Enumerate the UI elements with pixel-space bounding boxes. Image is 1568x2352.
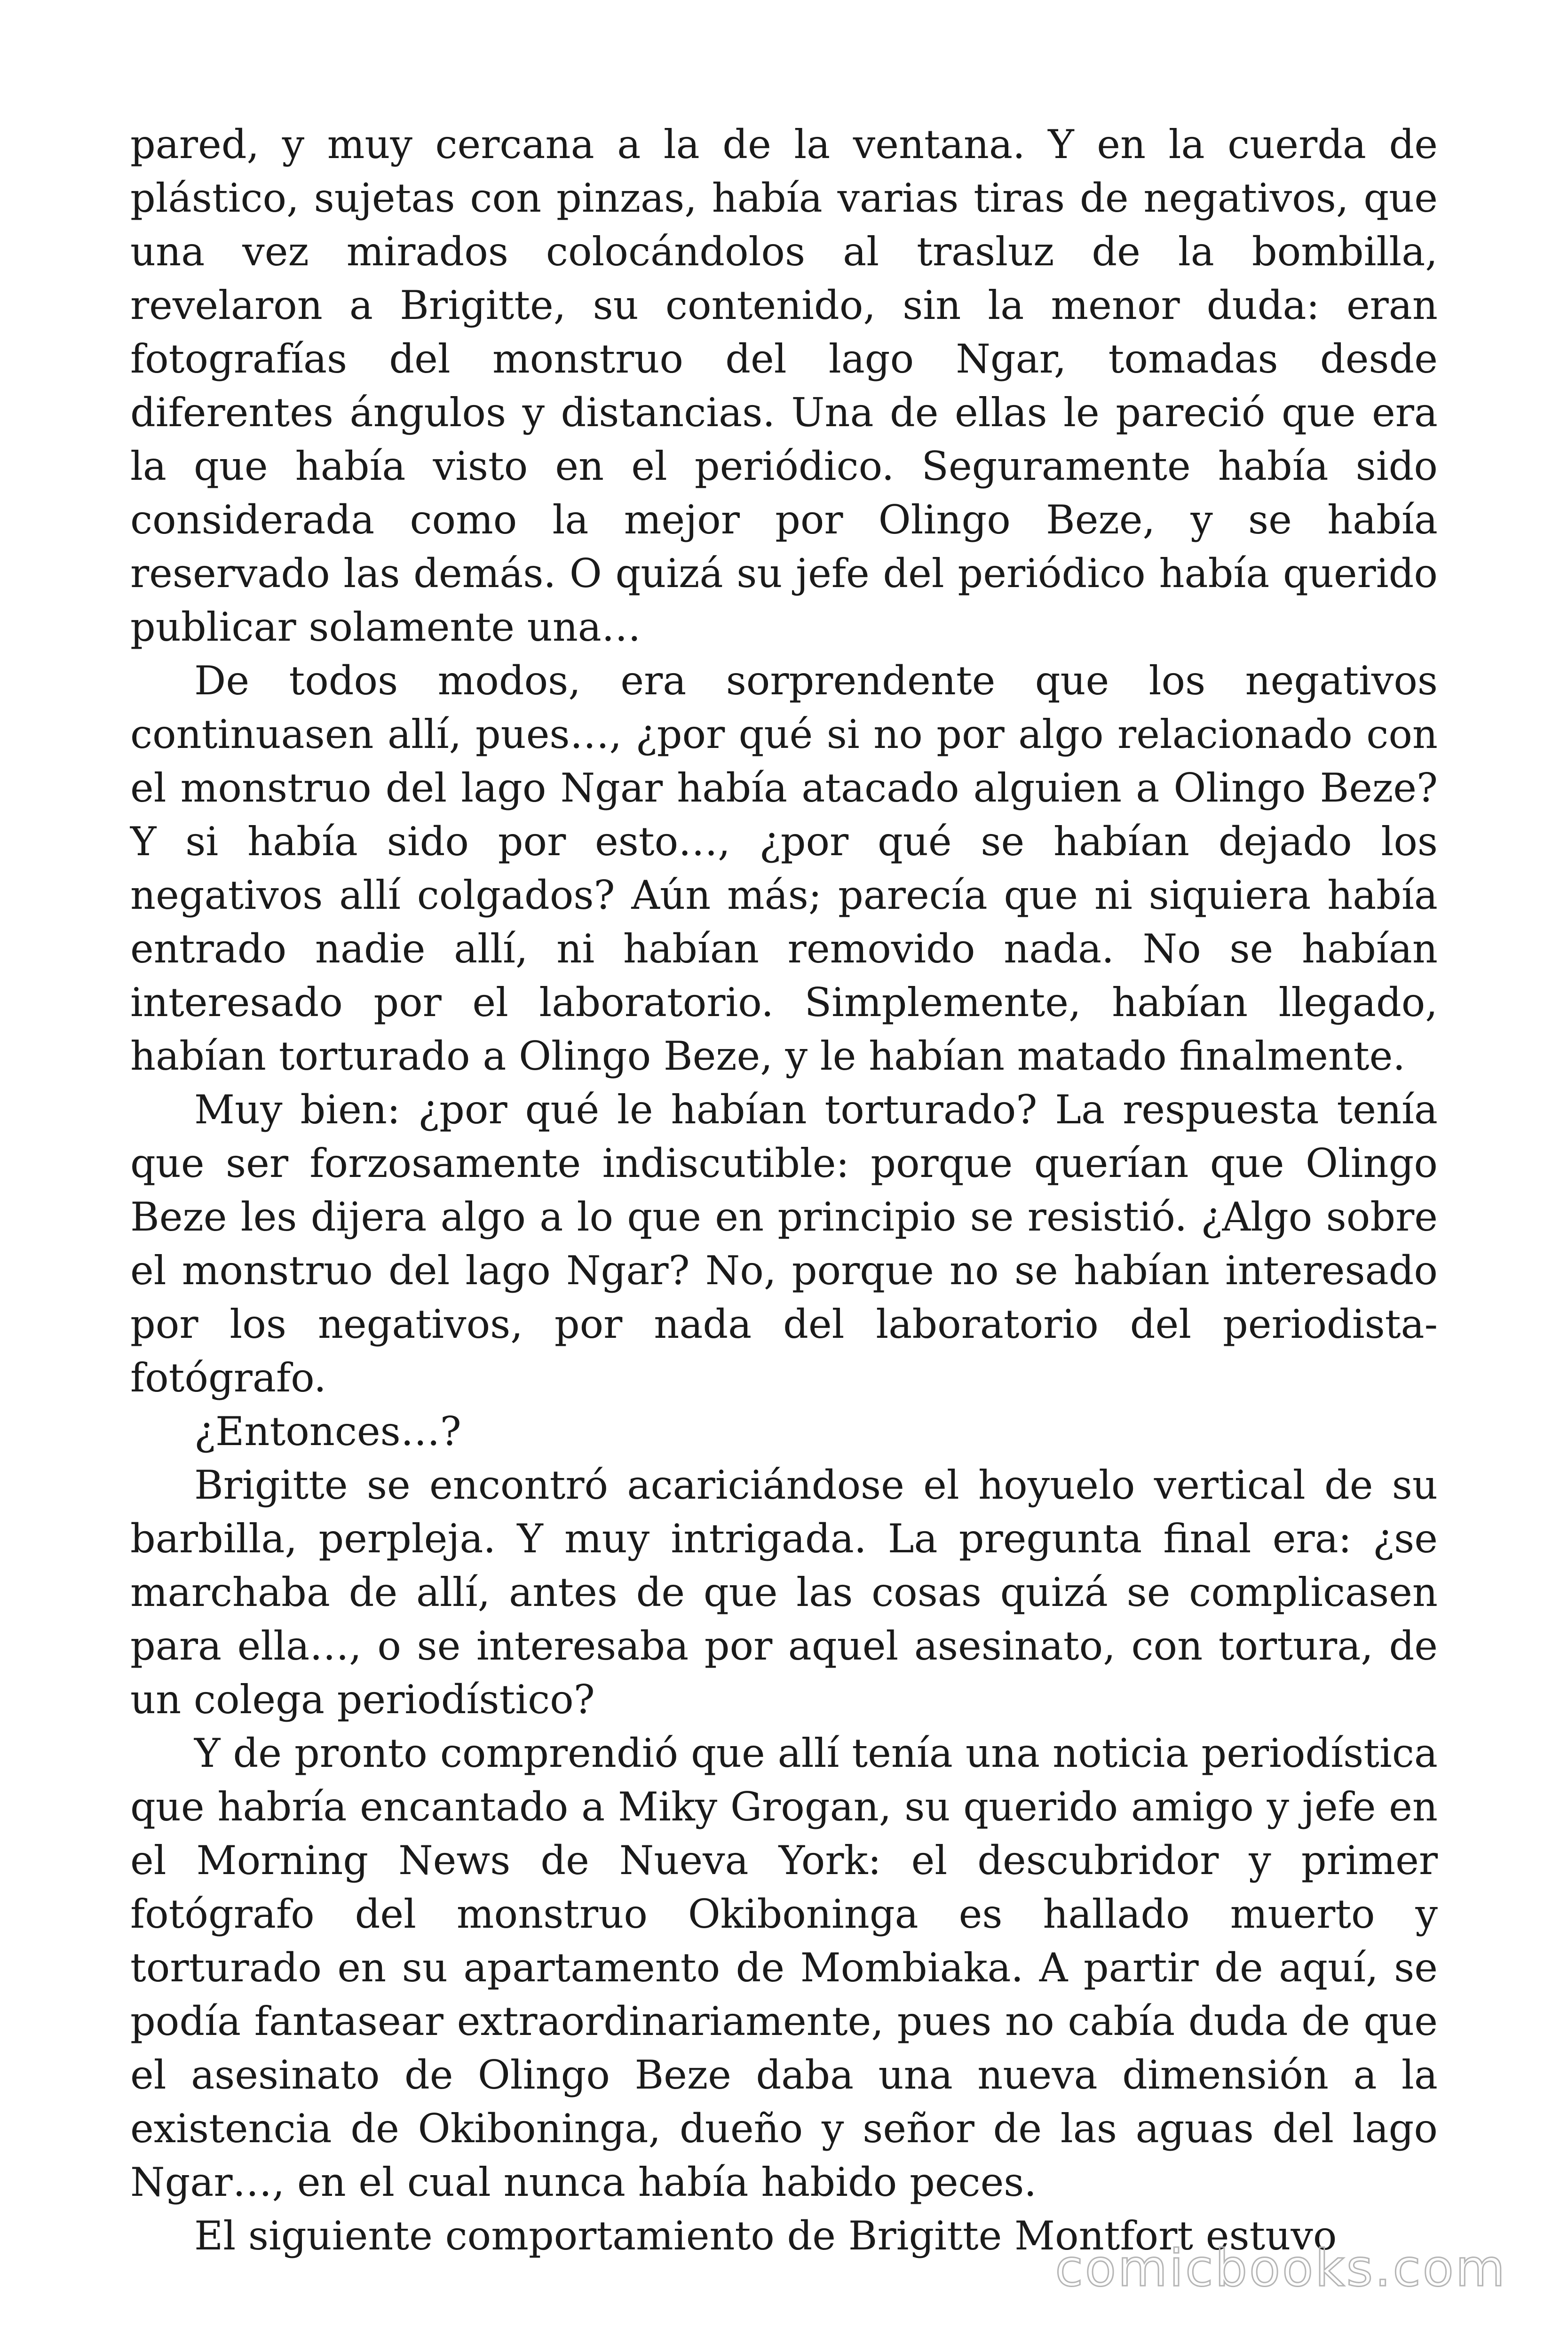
paragraph-1: pared, y muy cercana a la de la ventana. Y en la cuerda de plástico, sujetas con pinzas, había varias tiras de negativos, que una vez mirados colocándolos al trasluz de la bombilla, revelaron a Brigitte, su contenido, sin la menor duda: eran fotografías del monstruo del lago Ngar, tomadas desde diferentes ángulos y distancias. Una de ellas le pareció que era la que había visto en el periódico. Seguramente había sido considerada como la mejor por Olingo Beze, y se había reservado las demás. O quizá su jefe del periódico había querido publicar solamente una… — [130, 121, 1438, 650]
paragraph-7: El siguiente comportamiento de Brigitte Montfort estuvo — [194, 2213, 1337, 2259]
body-text — [130, 118, 1438, 2263]
paragraph-4: ¿Entonces…? — [194, 1408, 461, 1454]
paragraph-3: Muy bien: ¿por qué le habían torturado? La respuesta tenía que ser forzosamente indiscutible: porque querían que Olingo Beze les dijera algo a lo que en principio se resistió. ¿Algo sobre el monstruo del lago Ngar? No, porque no se habían interesado por los negativos, por nada del laboratorio del periodista-fotógrafo. — [130, 1087, 1438, 1401]
watermark: comicbooks.com — [1055, 2239, 1507, 2298]
paragraph-2: De todos modos, era sorprendente que los negativos continuasen allí, pues…, ¿por qué si no por algo relacionado con el monstruo del lago Ngar había atacado alguien a Olingo Beze? Y si había sido por esto…, ¿por qué se habían dejado los negativos allí colgados? Aún más; parecía que ni siquiera había entrado nadie allí, ni habían removido nada. No se habían interesado por el laboratorio. Simplemente, habían llegado, habían torturado a Olingo Beze, y le habían matado finalmente. — [130, 658, 1438, 1079]
paragraph-5: Brigitte se encontró acariciándose el hoyuelo vertical de su barbilla, perpleja. Y muy intrigada. La pregunta final era: ¿se marchaba de allí, antes de que las cosas quizá se complicasen para ella…, o se interesaba por aquel asesinato, con tortura, de un colega periodístico? — [130, 1462, 1438, 1723]
paragraph-6: Y de pronto comprendió que allí tenía una noticia periodística que habría encantado a Miky Grogan, su querido amigo y jefe en el Morning News de Nueva York: el descubridor y primer fotógrafo del monstruo Okiboninga es hallado muerto y torturado en su apartamento de Mombiaka. A partir de aquí, se podía fantasear extraordinariamente, pues no cabía duda de que el asesinato de Olingo Beze daba una nueva dimensión a la existencia de Okiboninga, dueño y señor de las aguas del lago Ngar…, en el cual nunca había habido peces. — [130, 1730, 1438, 2205]
